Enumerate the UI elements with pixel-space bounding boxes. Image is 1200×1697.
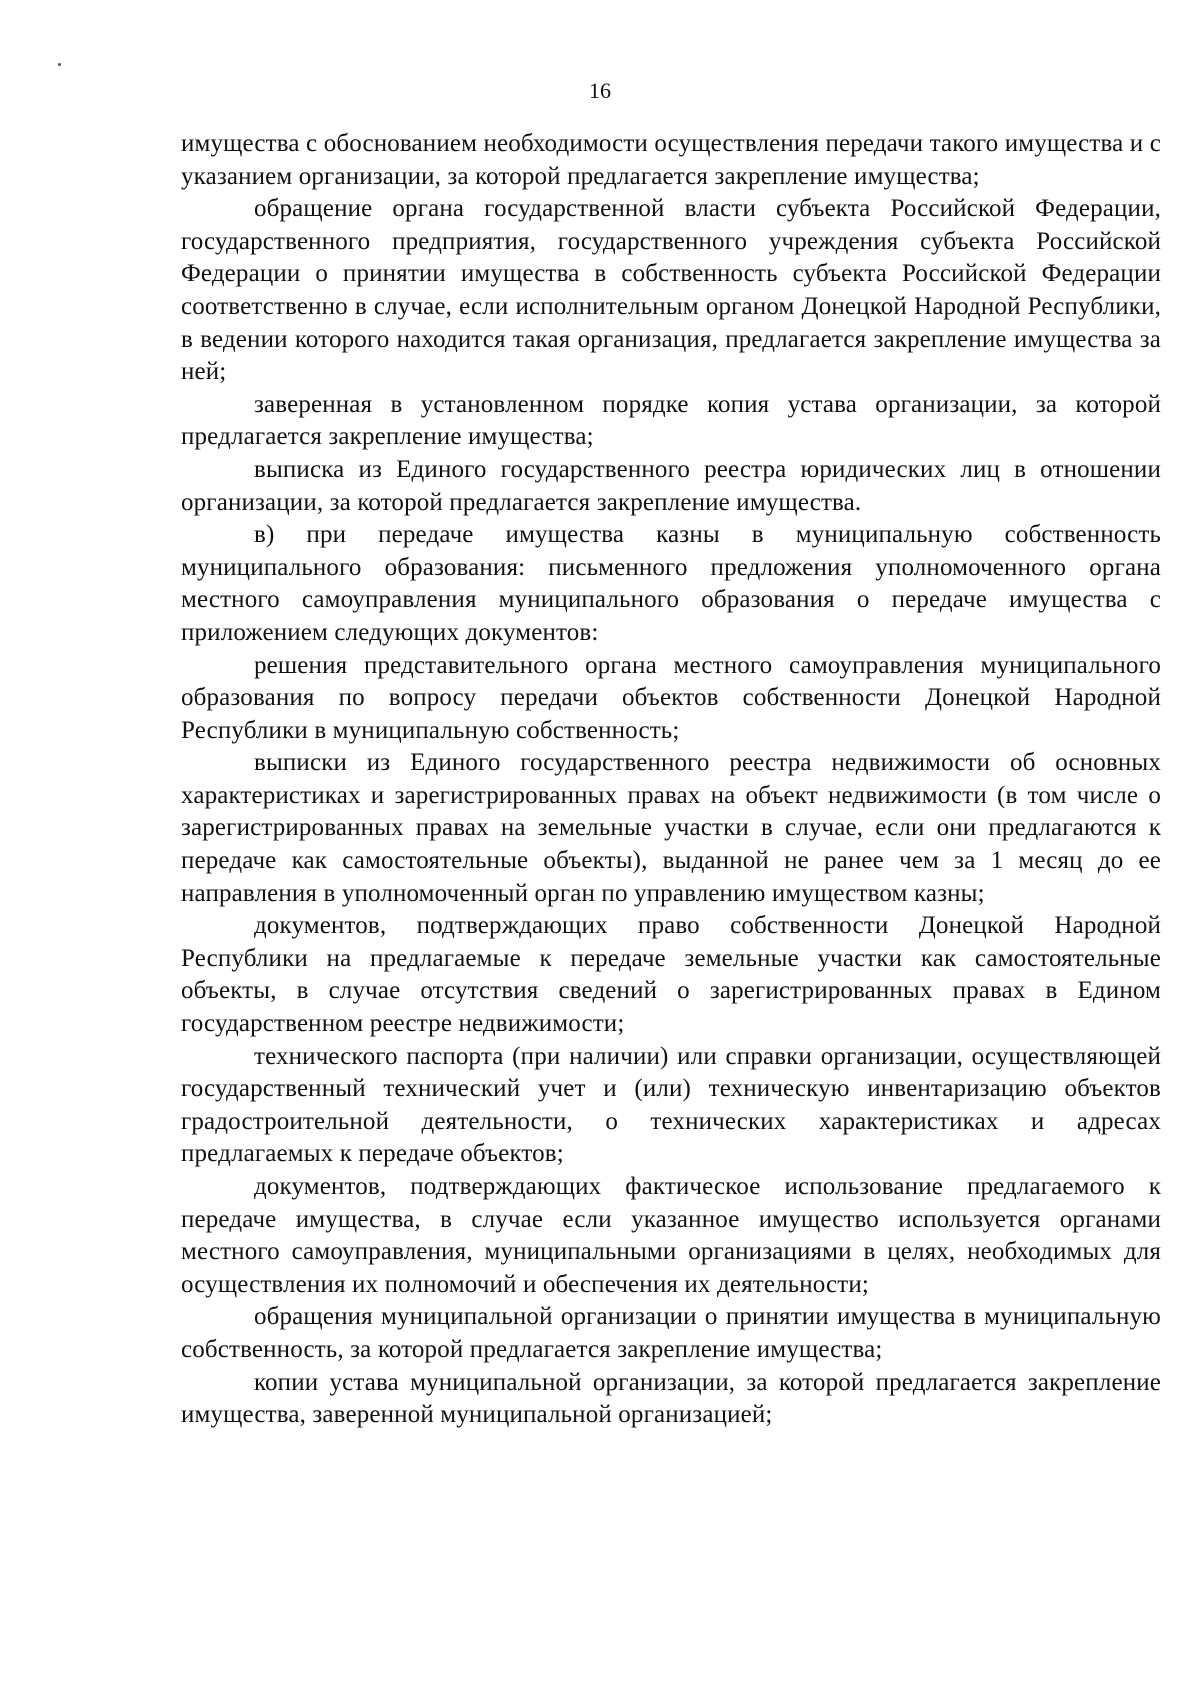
page-number: 16	[589, 78, 611, 103]
paragraph-real-estate-extract: выписки из Единого государственного реестра недвижимости об основных характеристиках и зарегистрированных правах на объект недвижимости (в том числе о зарегистрированных правах на земельные участки в случае, если они предлагаются к передаче как самостоятельные объекты), выданной не ранее чем за 1 месяц до ее направления в уполномоченный орган по управлению имуществом казны;	[181, 749, 1161, 907]
scan-speck	[58, 63, 61, 66]
paragraph-municipal-org-appeal: обращения муниципальной организации о принятии имущества в муниципальную собственность, за которой предлагается закрепление имущества;	[181, 1303, 1161, 1363]
paragraph-technical-passport: технического паспорта (при наличии) или справки организации, осуществляющей государственный технический учет и (или) техническую инвентаризацию объектов градостроительной деятельности, о технических характеристиках и адресах предлагаемых к передаче объектов;	[181, 1042, 1161, 1168]
paragraph-representative-decision: решения представительного органа местного самоуправления муниципального образования по вопросу передачи объектов собственности Донецкой Народной Республики в муниципальную собственность;	[181, 651, 1161, 744]
paragraph-subpoint-v: в) при передаче имущества казны в муниципальную собственность муниципального образования: письменного предложения уполномоченного органа местного самоуправления муниципального образования о передаче имущества с приложением следующих документов:	[181, 521, 1161, 646]
paragraph-continuation: имущества с обоснованием необходимости осуществления передачи такого имущества и с указанием организации, за которой предлагается закрепление имущества;	[181, 130, 1161, 190]
paragraph-appeal-state-body: обращение органа государственной власти субъекта Российской Федерации, государственного предприятия, государственного учреждения субъекта Российской Федерации о принятии имущества в собственность субъекта Российской Федерации соответственно в случае, если исполнительным органом Донецкой Народной Республики, в ведении которого находится такая организация, предлагается закрепление имущества за ней;	[181, 195, 1161, 386]
paragraph-municipal-charter-copy: копии устава муниципальной организации, за которой предлагается закрепление имущества, заверенной муниципальной организацией;	[181, 1368, 1161, 1429]
paragraph-charter-copy: заверенная в установленном порядке копия устава организации, за которой предлагается закрепление имущества;	[181, 390, 1161, 451]
document-body	[181, 128, 1161, 1432]
paragraph-ownership-documents: документов, подтверждающих право собственности Донецкой Народной Республики на предлагаемые к передаче земельные участки как самостоятельные объекты, в случае отсутствия сведений о зарегистрированных правах в Едином государственном реестре недвижимости;	[181, 912, 1161, 1038]
paragraph-actual-use-documents: документов, подтверждающих фактическое использование предлагаемого к передаче имущества, в случае если указанное имущество используется органами местного самоуправления, муниципальными организациями в целях, необходимых для осуществления их полномочий и обеспечения их деятельности;	[181, 1173, 1161, 1298]
paragraph-legal-entities-extract: выписка из Единого государственного реестра юридических лиц в отношении организации, за которой предлагается закрепление имущества.	[181, 455, 1161, 516]
